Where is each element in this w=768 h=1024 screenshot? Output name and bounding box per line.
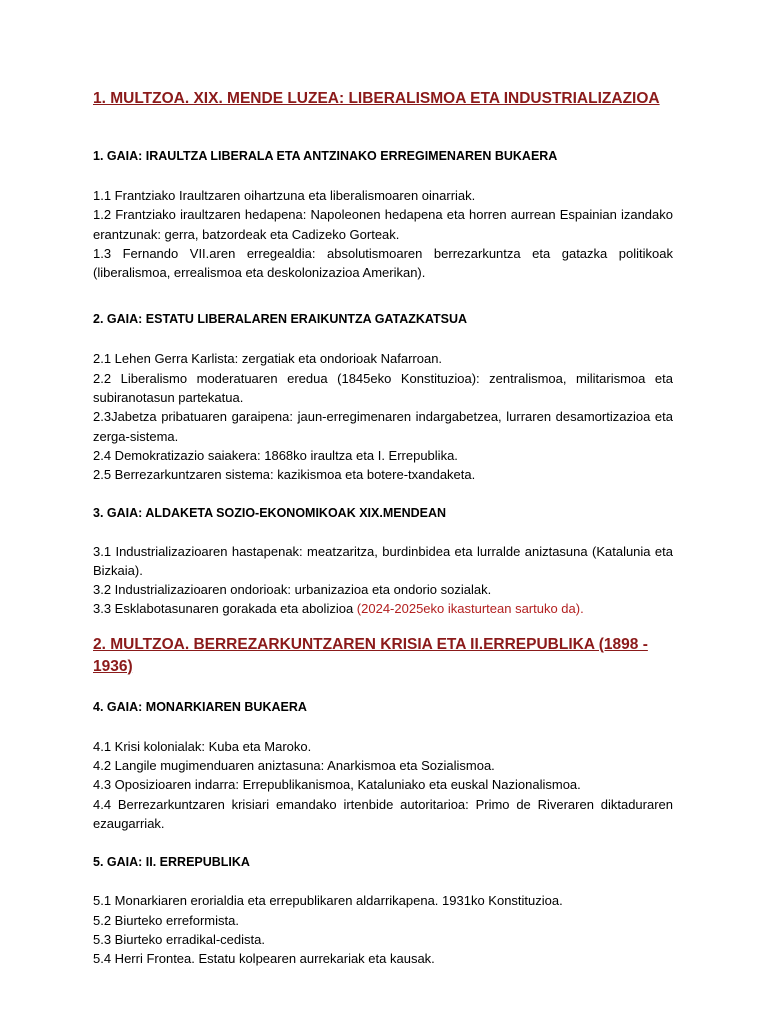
list-item: 4.1 Krisi kolonialak: Kuba eta Maroko. [93, 738, 312, 754]
list-item: 5.4 Herri Frontea. Estatu kolpearen aurrekariak eta kausak. [93, 951, 435, 967]
list-item: 1.3 Fernando VII.aren erregealdia: absolutismoaren berrezarkuntza eta gatazka politikoak (liberalismoa, errealismoa eta deskolonizazioa Amerikan). [93, 245, 673, 281]
gaia-1-title: 1. GAIA: IRAULTZA LIBERALA ETA ANTZINAKO ERREGIMENAREN BUKAERA [93, 149, 558, 163]
list-item: 1.2 Frantziako iraultzaren hedapena: Napoleonen hedapena eta horren aurrean Espainian izandako erantzunak: gerra, batzordeak eta Cadizeko Gorteak. [93, 207, 673, 242]
block-2-title: 2. MULTZOA. BERREZARKUNTZAREN KRISIA ETA II.ERREPUBLIKA (1898 - 1936) [93, 635, 648, 675]
gaia-2-title: 2. GAIA: ESTATU LIBERALAREN ERAIKUNTZA GATAZKATSUA [93, 312, 468, 327]
list-item: 4.2 Langile mugimenduaren aniztasuna: Anarkismoa eta Sozialismoa. [93, 758, 495, 774]
gaia-5-title: 5. GAIA: II. ERREPUBLIKA [93, 855, 250, 870]
list-item: 3.1 Industrializazioaren hastapenak: meatzaritza, burdinbidea eta lurralde aniztasuna (Katalunia eta Bizkaia). [93, 543, 673, 578]
block-1-title: 1. MULTZOA. XIX. MENDE LUZEA: LIBERALISMOA ETA INDUSTRIALIZAZIOA [93, 90, 660, 107]
list-item: 4.3 Oposizioaren indarra: Errepublikanismoa, Kataluniako eta euskal Nazionalismoa. [93, 777, 581, 793]
list-item: 5.1 Monarkiaren erorialdia eta errepublikaren aldarrikapena. 1931ko Konstituzioa. [93, 893, 563, 909]
list-item: 5.3 Biurteko erradikal-cedista. [93, 931, 265, 947]
list-item: 2.4 Demokratizazio saiakera: 1868ko iraultza eta I. Errepublika. [93, 447, 458, 463]
gaia-5-items [93, 891, 673, 968]
gaia-3-items [93, 542, 673, 619]
gaia-4-items [93, 737, 673, 833]
list-item: 1.1 Frantziako Iraultzaren oihartzuna eta liberalismoaren oinarriak. [93, 188, 476, 203]
list-item: 3.2 Industrializazioaren ondorioak: urbanizazioa eta ondorio sozialak. [93, 582, 492, 598]
course-note: (2024-2025eko ikasturtean sartuko da). [356, 601, 584, 617]
list-item: 2.1 Lehen Gerra Karlista: zergatiak eta ondorioak Nafarroan. [93, 351, 443, 367]
list-item: 5.2 Biurteko erreformista. [93, 912, 239, 928]
gaia-1-items [93, 186, 673, 282]
gaia-3-title: 3. GAIA: ALDAKETA SOZIO-EKONOMIKOAK XIX.MENDEAN [93, 505, 447, 520]
gaia-2-items [93, 349, 673, 484]
list-item: 2.2 Liberalismo moderatuaren eredua (1845eko Konstituzioa): zentralismoa, militarismoa eta subiranotasun partekatua. [93, 370, 673, 406]
list-item: 4.4 Berrezarkuntzaren krisiari emandako irtenbide autoritarioa: Primo de Riveraren diktaduraren ezaugarriak. [93, 796, 673, 831]
list-item [93, 599, 673, 618]
list-item: 2.5 Berrezarkuntzaren sistema: kazikismoa eta botere-txandaketa. [93, 467, 476, 483]
list-item: 2.3Jabetza pribatuaren garaipena: jaun-erregimenaren indargabetzea, lurraren desamortizazioa eta zerga-sistema. [93, 409, 673, 444]
gaia-4-title: 4. GAIA: MONARKIAREN BUKAERA [93, 699, 307, 714]
list-item-text: 3.3 Esklabotasunaren gorakada eta abolizioa [93, 601, 357, 617]
